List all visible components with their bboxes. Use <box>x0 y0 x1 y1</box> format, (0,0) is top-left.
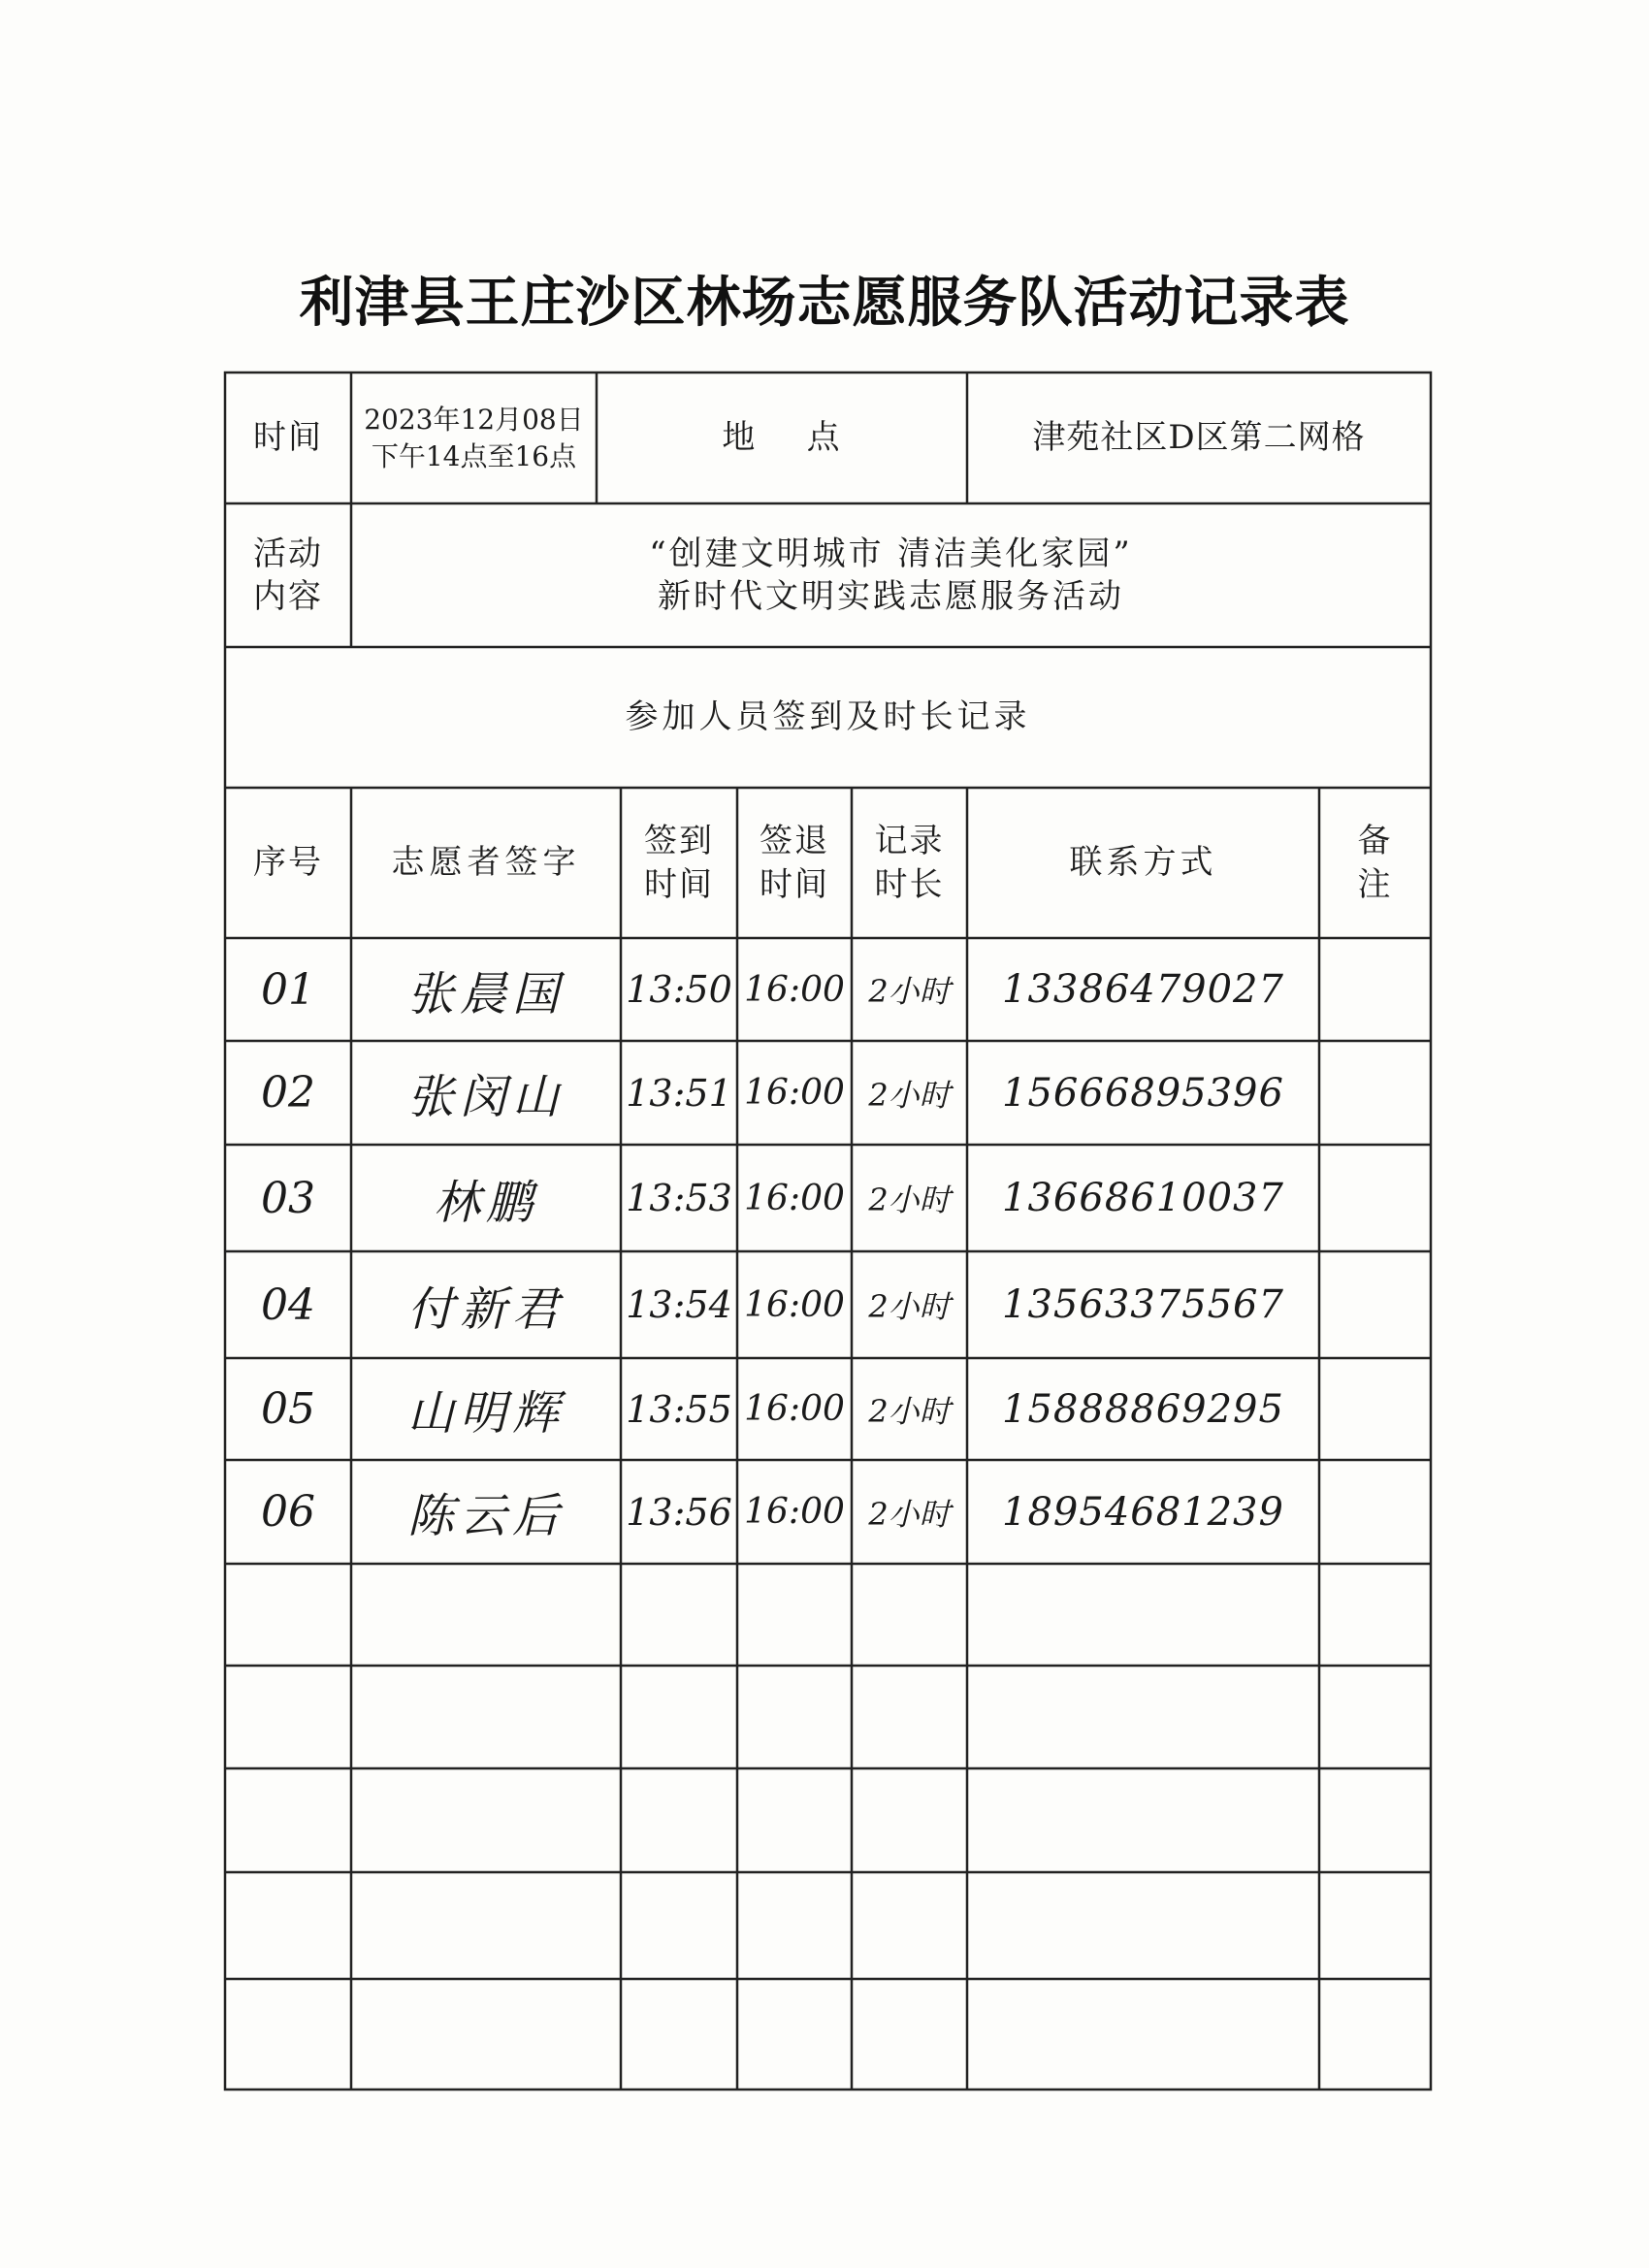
row-seq: 02 <box>261 1068 315 1118</box>
row-signature: 张晨国 <box>406 966 565 1021</box>
row-checkout-time: 16:00 <box>744 1073 845 1113</box>
row-duration: 2小时 <box>868 1392 951 1430</box>
row-phone: 15666895396 <box>1002 1070 1284 1116</box>
row-seq: 05 <box>261 1384 315 1434</box>
row-seq: 04 <box>261 1280 315 1330</box>
activity-content <box>351 503 1431 647</box>
row-seq: 03 <box>261 1173 315 1223</box>
column-header-checkout <box>737 788 852 938</box>
row-phone: 15888869295 <box>1002 1386 1284 1432</box>
place-label: 地 点 <box>722 418 842 458</box>
column-header-checkout-line2: 时间 <box>760 864 829 904</box>
section-title: 参加人员签到及时长记录 <box>625 697 1031 737</box>
row-signature: 林鹏 <box>433 1175 538 1230</box>
row-checkout-time: 16:00 <box>744 969 845 1010</box>
row-checkin-time: 13:56 <box>626 1490 732 1534</box>
row-duration: 2小时 <box>868 1182 951 1218</box>
row-duration: 2小时 <box>868 973 951 1010</box>
row-signature: 山明辉 <box>406 1386 565 1441</box>
row-phone: 18954681239 <box>1002 1489 1284 1535</box>
time-value <box>351 373 597 503</box>
row-duration: 2小时 <box>868 1076 951 1114</box>
column-header-checkin-line2: 时间 <box>644 864 714 904</box>
row-checkin-time: 13:53 <box>626 1177 732 1219</box>
row-seq: 06 <box>261 1487 315 1537</box>
row-checkout-time: 16:00 <box>744 1492 845 1532</box>
row-signature: 张闵山 <box>406 1070 565 1124</box>
content-label-line2: 内容 <box>253 577 323 616</box>
activity-content-line2: 新时代文明实践志愿服务活动 <box>658 577 1124 616</box>
column-header-duration-line2: 时长 <box>874 864 945 904</box>
row-duration: 2小时 <box>868 1495 951 1533</box>
row-checkin-time: 13:54 <box>626 1283 732 1326</box>
row-signature: 付新君 <box>406 1281 565 1337</box>
content-label <box>225 503 351 647</box>
place-value: 津苑社区D区第二网格 <box>1032 418 1366 458</box>
column-header-duration <box>852 788 967 938</box>
row-duration: 2小时 <box>868 1288 951 1325</box>
row-phone: 13386479027 <box>1002 967 1284 1012</box>
column-header-name: 志愿者签字 <box>391 843 581 883</box>
content-label-line1: 活动 <box>253 534 323 573</box>
time-value-hours: 下午14点至16点 <box>371 439 577 472</box>
column-header-contact: 联系方式 <box>1069 843 1217 883</box>
row-checkin-time: 13:50 <box>626 968 732 1011</box>
column-header-checkin-line1: 签到 <box>644 822 714 861</box>
column-header-duration-line1: 记录 <box>874 822 945 861</box>
column-header-remark-line2: 注 <box>1357 864 1393 904</box>
row-phone: 13563375567 <box>1002 1282 1284 1327</box>
time-value-date: 2023年12月08日 <box>364 403 584 436</box>
time-label: 时间 <box>253 418 323 458</box>
row-checkout-time: 16:00 <box>744 1284 845 1325</box>
column-header-checkout-line1: 签退 <box>760 822 829 861</box>
activity-content-line1: “创建文明城市 清洁美化家园” <box>649 534 1133 573</box>
column-header-checkin <box>621 788 737 938</box>
row-seq: 01 <box>261 964 315 1015</box>
column-header-remark <box>1319 788 1431 938</box>
row-checkout-time: 16:00 <box>744 1178 845 1218</box>
row-signature: 陈云后 <box>406 1489 565 1543</box>
column-header-seq: 序号 <box>253 843 323 883</box>
document-title: 利津县王庄沙区林场志愿服务队活动记录表 <box>299 272 1350 335</box>
row-checkout-time: 16:00 <box>744 1389 845 1429</box>
row-phone: 13668610037 <box>1002 1176 1284 1220</box>
column-header-remark-line1: 备 <box>1357 822 1393 861</box>
row-checkin-time: 13:55 <box>626 1387 732 1431</box>
row-checkin-time: 13:51 <box>626 1071 732 1115</box>
